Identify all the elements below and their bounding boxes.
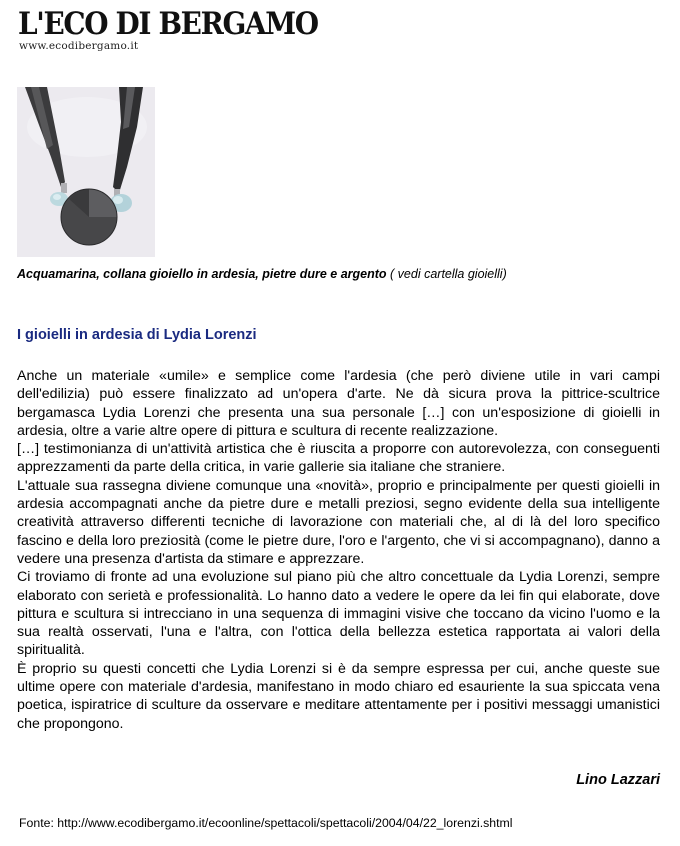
article-body (17, 367, 660, 733)
masthead-logo (18, 6, 351, 52)
source-link[interactable]: Fonte: http://www.ecodibergamo.it/ecoonline/spettacoli/spettacoli/2004/04/22_lorenzi.shtml (19, 816, 513, 830)
caption-title: Acquamarina, collana gioiello in ardesia, pietre dure e argento (17, 267, 387, 281)
article-paragraph: L'attuale sua rassegna diviene comunque una «novità», proprio e principalmente per questi gioielli in ardesia accompagnati anche da pietre dure e metalli preziosi, segno evidente della sua intelligente creatività attraverso differenti tecniche di lavorazione con materiali che, al di là del loro specifico fascino e della loro preziosità (come le pietre dure, l'oro e l'argento, che vi si accompagnano), danno a vedere una presenza d'artista da stimare e apprezzare. (17, 477, 660, 567)
masthead-url: www.ecodibergamo.it (19, 40, 139, 52)
article-paragraph: Ci troviamo di fronte ad una evoluzione sul piano più che altro concettuale da Lydia Lorenzi, sempre elaborato con serietà e professionalità. Lo hanno dato a vedere le opere da lei fin qui elaborate, dove pittura e scultura si intrecciano in una sequenza di immagini visive che toccano da vicino l'uomo e la sua realtà osservati, l'una e l'altra, con l'ottica della bellezza estetica rapportata ai valori della spiritualità. (17, 569, 660, 659)
masthead-title: L'ECO DI BERGAMO (18, 6, 318, 42)
photo-caption (17, 267, 507, 281)
article-paragraph: […] testimonianza di un'attività artistica che è riuscita a proporre con autorevolezza, con conseguenti apprezzamenti da parte della critica, in varie gallerie sia italiane che straniere. (17, 441, 660, 476)
article-paragraph: È proprio su questi concetti che Lydia Lorenzi si è da sempre espressa per cui, anche queste sue ultime opere con materiale d'ardesia, manifestano in modo chiaro ed esauriente la sua spiccata vena poetica, ispiratrice di sculture da osservare e meditare attentamente per i positivi messaggi umanistici che propongono. (17, 660, 660, 732)
article-paragraph: Anche un materiale «umile» e semplice come l'ardesia (che però diviene utile in vari campi dell'edilizia) può essere finalizzato ad un'opera d'arte. Ne dà sicura prova la pittrice-scultrice bergamasca Lydia Lorenzi che presenta una sua personale […] con un'esposizione di gioielli in ardesia, oltre a varie altre opere di pittura e scultura di recente realizzazione. (17, 368, 660, 439)
article-heading: I gioielli in ardesia di Lydia Lorenzi (17, 327, 257, 343)
article-author: Lino Lazzari (576, 772, 660, 788)
caption-note: ( vedi cartella gioielli) (386, 267, 507, 281)
necklace-photo (17, 87, 155, 257)
necklace-illustration (17, 87, 155, 257)
